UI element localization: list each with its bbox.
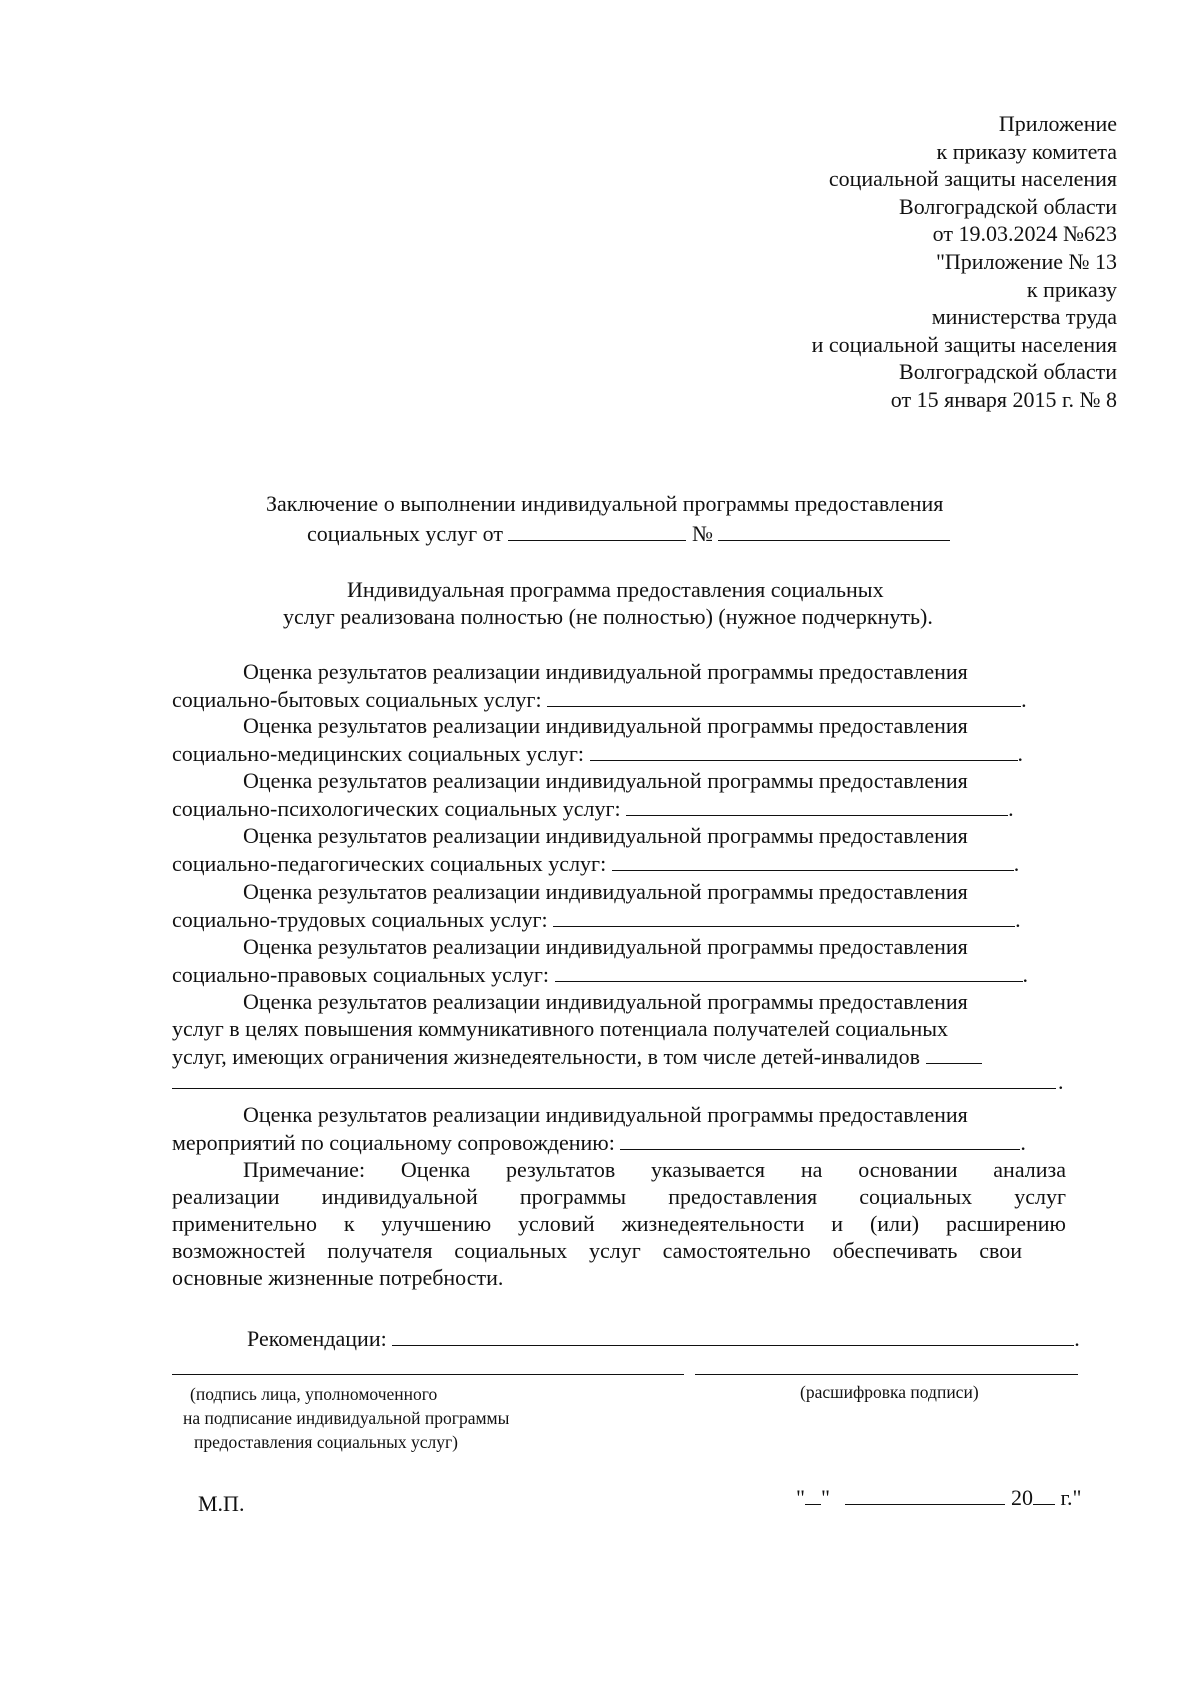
assessment-label: социально-психологических социальных услуг: [172,796,621,821]
blank-line [547,688,1021,707]
signature-line [172,1374,684,1375]
date-blank-line [508,522,686,541]
appendix-header [812,110,1117,414]
assessment-intro: Оценка результатов реализации индивидуальной программы предоставления [243,879,968,904]
assessment-intro: Оценка результатов реализации индивидуальной программы предоставления [243,823,968,848]
note-line5: основные жизненные потребности. [172,1265,504,1290]
document-title: Заключение о выполнении индивидуальной программы предоставления [266,491,944,516]
blank-line [612,852,1014,871]
note-line1: Примечание: Оценка результатов указывается на основании анализа [243,1157,1066,1182]
year-prefix: 20 [1010,1485,1033,1510]
number-sign: № [691,521,713,546]
assessment-label: социально-правовых социальных услуг: [172,962,550,987]
assessment-line: социально-психологических социальных услуг: . [172,796,1014,821]
subtitle-line1: Индивидуальная программа предоставления социальных [347,577,884,602]
blank-line [626,797,1008,816]
signature-decode-line [695,1374,1078,1375]
header-line: социальной защиты населения [828,166,1117,192]
blank-line [392,1327,1074,1346]
document-title-line2 [307,520,950,547]
header-line: Волгоградской области [899,359,1117,385]
blank-line [553,908,1015,927]
assessment-line: социально-педагогических социальных услуг: . [172,851,1020,876]
subtitle-line2: услуг реализована полностью (не полностью) (нужное подчеркнуть). [283,604,933,629]
number-blank-line [718,522,950,541]
recommendations: Рекомендации: . [247,1326,1080,1351]
header-line: от 19.03.2024 №623 [932,221,1117,247]
escort-line1: Оценка результатов реализации индивидуальной программы предоставления [243,1102,968,1127]
note-line4: возможностей получателя социальных услуг самостоятельно обеспечивать свои [172,1238,1022,1263]
signature-caption-line3: предоставления социальных услуг) [194,1432,458,1452]
recommendations-label: Рекомендации: [247,1326,387,1351]
assessment-line: социально-медицинских социальных услуг: . [172,741,1024,766]
assessment-intro: Оценка результатов реализации индивидуальной программы предоставления [243,934,968,959]
assessment-line: социально-правовых социальных услуг: . [172,962,1029,987]
header-line: к приказу [1026,276,1117,302]
assessment-intro: Оценка результатов реализации индивидуальной программы предоставления [243,768,968,793]
signature-decode-caption: (расшифровка подписи) [800,1382,979,1402]
header-line: от 15 января 2015 г. № 8 [890,386,1117,412]
stamp-label: М.П. [198,1491,245,1516]
header-line: министерства труда [931,304,1117,330]
header-line: и социальной защиты населения [811,331,1117,357]
communicative-line3: услуг, имеющих ограничения жизнедеятельности, в том числе детей-инвалидов [172,1043,982,1070]
assessment-label: социально-медицинских социальных услуг: [172,741,585,766]
header-line: Волгоградской области [899,193,1117,219]
day-blank [805,1486,821,1505]
signature-caption-line2: на подписание индивидуальной программы [183,1408,510,1428]
communicative-line2: услуг в целях повышения коммуникативного потенциала получателей социальных [172,1016,949,1041]
assessment-label: социально-педагогических социальных услуг: [172,851,607,876]
month-blank [845,1486,1005,1505]
escort-line2: мероприятий по социальному сопровождению: . [172,1130,1026,1155]
assessment-line: социально-бытовых социальных услуг: . [172,687,1027,712]
date-line: " " 20 г." [796,1485,1082,1510]
assessment-label: социально-бытовых социальных услуг: [172,687,542,712]
blank-line [590,742,1018,761]
header-line: к приказу комитета [936,138,1117,164]
blank-line [555,963,1023,982]
signature-caption-line1: (подпись лица, уполномоченного [190,1384,438,1404]
communicative-line1: Оценка результатов реализации индивидуальной программы предоставления [243,989,968,1014]
title-date-label: социальных услуг от [307,521,503,546]
note-line2: реализации индивидуальной программы предоставления социальных услуг [172,1184,1066,1209]
assessment-intro: Оценка результатов реализации индивидуальной программы предоставления [243,659,968,684]
assessment-line: социально-трудовых социальных услуг: . [172,907,1021,932]
document-page: Приложение к приказу комитета социальной защиты населения Волгоградской области от 19.03.2024 №623 "Приложение № 13 к приказу министерства труда и социальной защиты населения Волгоградской области от 15 января 2015 г. № 8 Заключение о выполнении индивидуальной программы предоставления социальных услуг от № Индивидуальная программа предоставления социальных услуг реализована полностью (не полностью) (нужное подчеркнуть). Оценка результатов реализации индивидуальной программы предоставления социально-бытовых социальных услуг: . Оценка результатов реализации индивидуальной программы предоставления социально-медицинских социальных услуг: . Оценка результатов реализации индивидуальной программы предоставления социально-психологических социальных услуг: . Оценка результатов реализации индивидуальной программы предоставления социально-педагогических социальных услуг: . Оценка результатов реализации индивидуальной программы предоставления социально-трудовых социальных услуг: . Оценка результатов реализации индивидуальной программы предоставления социально-правовых социальных услуг: . Оценка результатов реализации индивидуальной программы предоставления услуг в целях повышения коммуникативного потенциала получателей социальных услуг, имеющих ограничения жизнедеятельности, в том числе детей-инвалидов . Оценка результатов реализации индивидуальной программы предоставления мероприятий по социальному сопровождению: . Примечание: Оценка результатов указывается на основании анализа реализации индивидуальной программы предоставления социальных услуг применительно к улучшению условий жизнедеятельности и (или) расширению возможностей получателя социальных услуг самостоятельно обеспечивать свои основные жизненные потребности. Рекомендации: . (подпись лица, уполномоченного на подписание индивидуальной программы предоставления социальных услуг) (расшифровка подписи) М.П. " " 20 г." [172,111,1117,1516]
blank-line [620,1131,1020,1150]
assessment-label: социально-трудовых социальных услуг: [172,907,548,932]
header-line: "Приложение № 13 [935,248,1117,274]
year-blank [1033,1486,1055,1505]
header-line: Приложение [998,111,1117,136]
blank-line [926,1045,982,1064]
blank-line [172,1088,1056,1089]
assessment-intro: Оценка результатов реализации индивидуальной программы предоставления [243,713,968,738]
note-line3: применительно к улучшению условий жизнедеятельности и (или) расширению [172,1211,1066,1236]
